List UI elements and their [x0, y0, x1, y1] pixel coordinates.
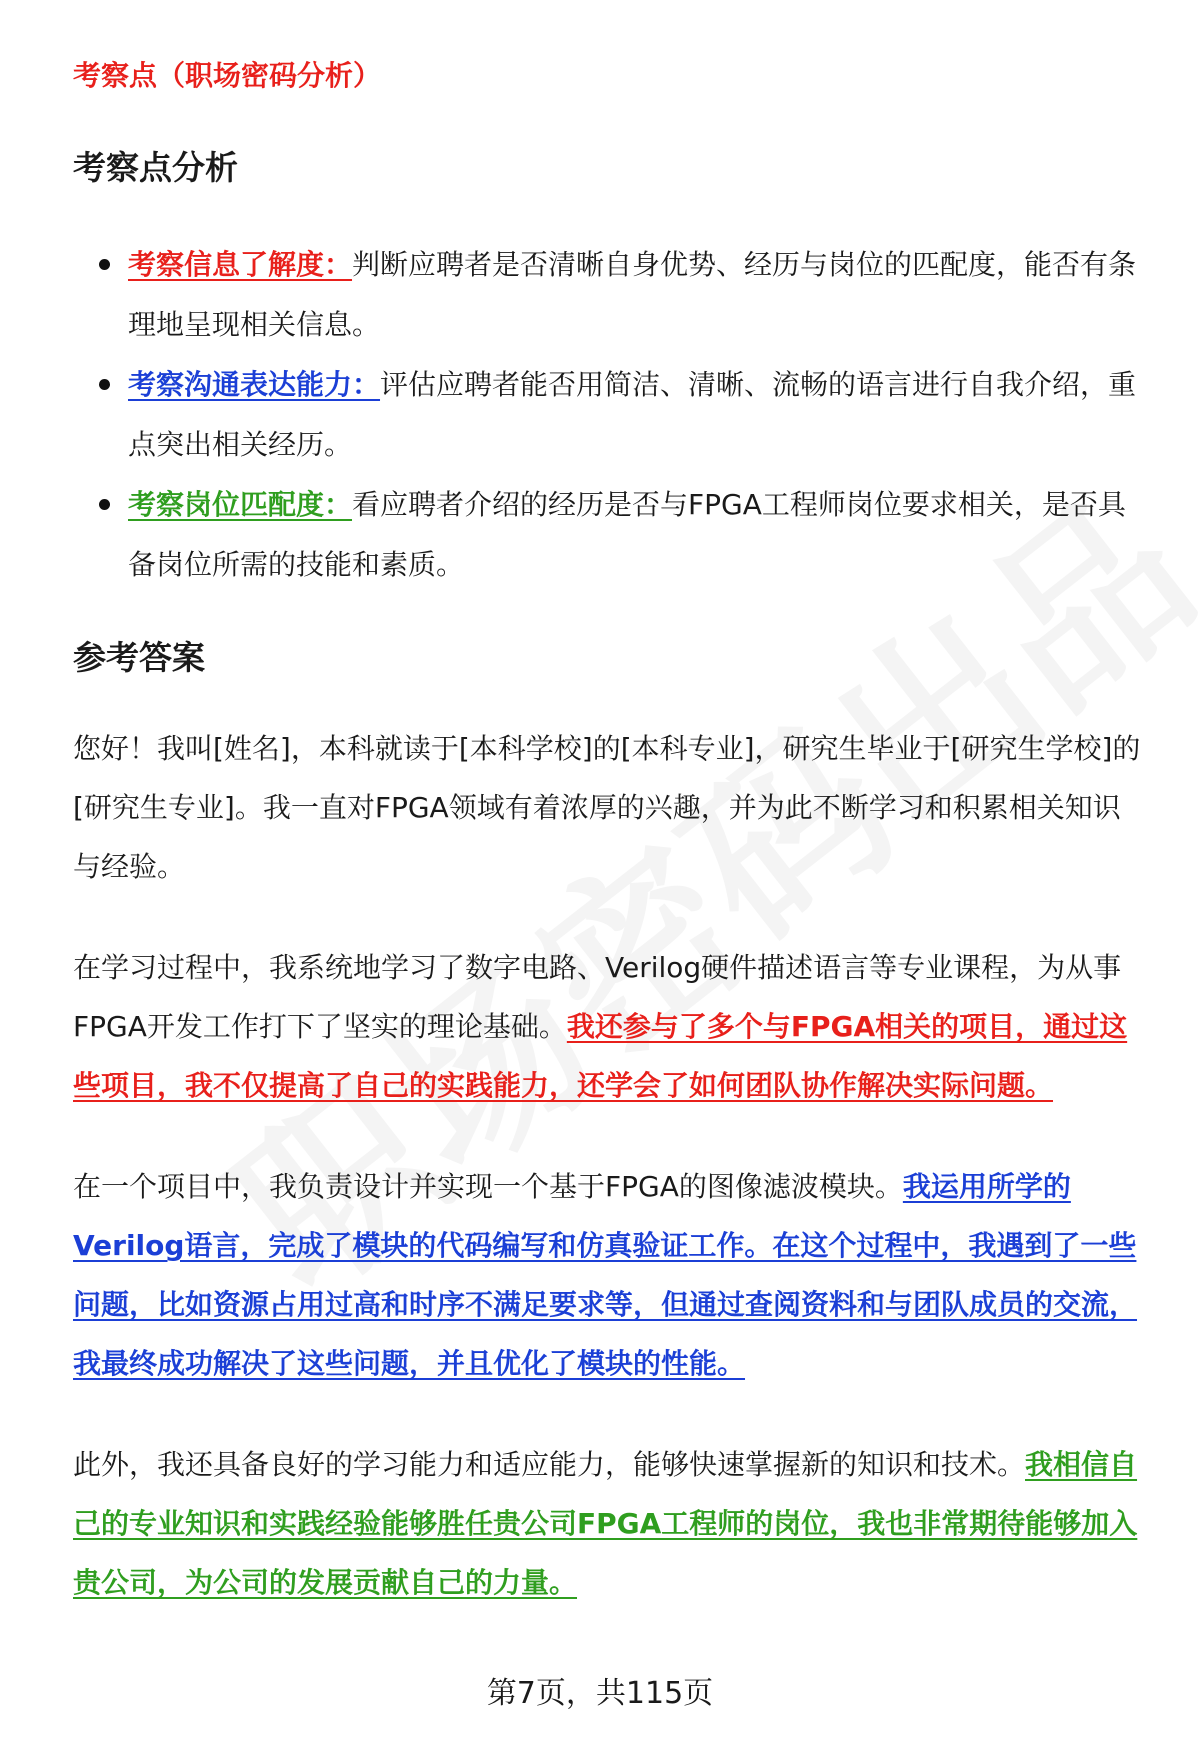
answer-title: 参考答案	[73, 638, 205, 678]
section-label: 考察点（职场密码分析）	[73, 59, 382, 92]
answer-plain-text: 此外，我还具备良好的学习能力和适应能力，能够快速掌握新的知识和技术。	[73, 1448, 1026, 1482]
analysis-point	[73, 475, 1148, 595]
answer-paragraph-study	[73, 938, 1148, 1115]
answer-paragraph-closing	[73, 1435, 1148, 1612]
answer-paragraph-intro: 您好！我叫[姓名]，本科就读于[本科学校]的[本科专业]，研究生毕业于[研究生学校]的[研究生专业]。我一直对FPGA领域有着浓厚的兴趣，并为此不断学习和积累相关知识与经验。	[73, 732, 1141, 884]
analysis-title: 考察点分析	[73, 148, 238, 187]
answer-highlight-green: 我相信自己的专业知识和实践经验能够胜任贵公司FPGA工程师的岗位，我也非常期待能够加入贵公司，为公司的发展贡献自己的力量。	[73, 1448, 1138, 1600]
analysis-point-keyword: 考察岗位匹配度：	[128, 488, 353, 522]
page-indicator: 第7页，共115页	[486, 1676, 714, 1711]
analysis-points-list	[73, 235, 1148, 595]
analysis-point-text: 评估应聘者能否用简洁、清晰、流畅的语言进行自我介绍，重点突出相关经历。	[128, 368, 1137, 462]
analysis-point-text: 判断应聘者是否清晰自身优势、经历与岗位的匹配度，能否有条理地呈现相关信息。	[128, 248, 1137, 342]
answer-plain-text: 在一个项目中，我负责设计并实现一个基于FPGA的图像滤波模块。	[73, 1170, 903, 1204]
analysis-point-keyword: 考察信息了解度：	[128, 248, 353, 282]
analysis-point	[73, 235, 1148, 355]
answer-paragraph-project	[73, 1157, 1148, 1393]
bullet-icon	[99, 379, 110, 390]
analysis-point	[73, 355, 1148, 475]
answer-plain-text: 在学习过程中，我系统地学习了数字电路、Verilog硬件描述语言等专业课程，为从事FPGA开发工作打下了坚实的理论基础。	[73, 951, 1122, 1044]
page-content	[73, 55, 1148, 1612]
answer-highlight-red: 我还参与了多个与FPGA相关的项目，通过这些项目，我不仅提高了自己的实践能力，还学会了如何团队协作解决实际问题。	[73, 1010, 1128, 1103]
answer-highlight-blue: 我运用所学的Verilog语言，完成了模块的代码编写和仿真验证工作。在这个过程中，我遇到了一些问题，比如资源占用过高和时序不满足要求等，但通过查阅资料和与团队成员的交流，我最终成功解决了这些问题，并且优化了模块的性能。	[73, 1170, 1138, 1381]
bullet-icon	[99, 499, 110, 510]
bullet-icon	[99, 259, 110, 270]
analysis-point-text: 看应聘者介绍的经历是否与FPGA工程师岗位要求相关，是否具备岗位所需的技能和素质。	[128, 488, 1126, 582]
analysis-point-keyword: 考察沟通表达能力：	[128, 368, 381, 402]
